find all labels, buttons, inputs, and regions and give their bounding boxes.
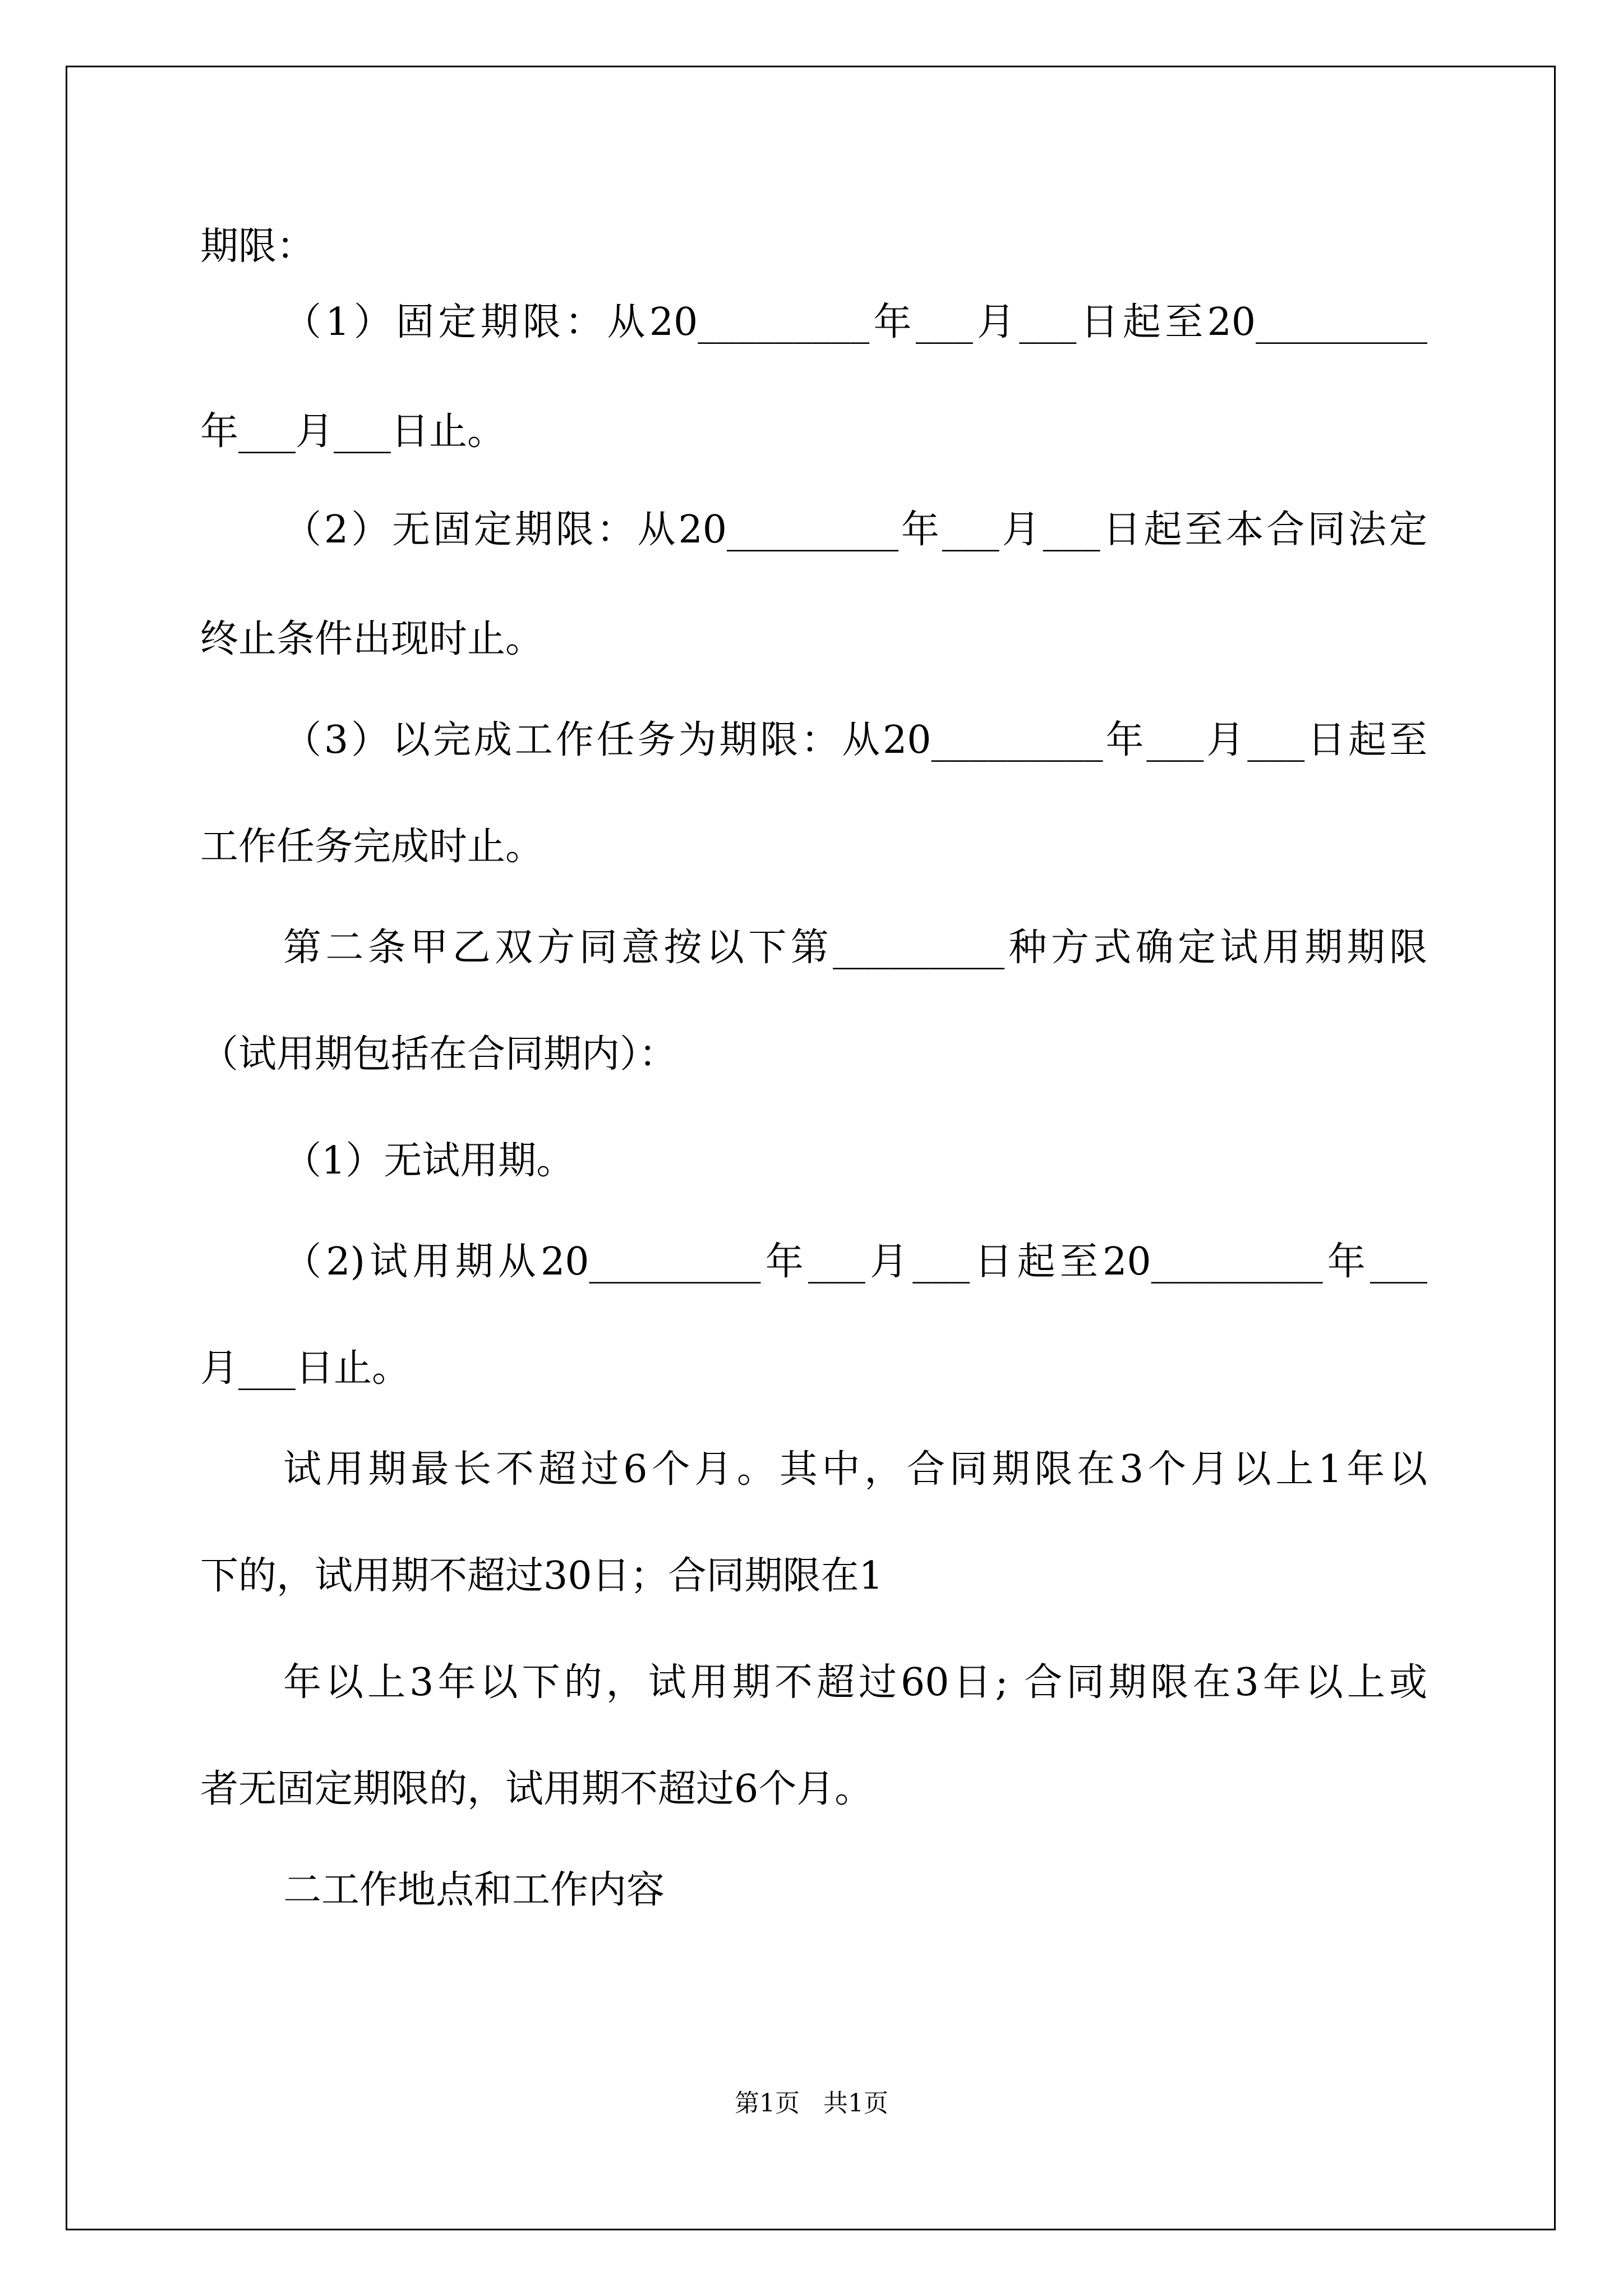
text-line-11: （2)试用期从20_________年___月___日起至20_________年___ [283,1240,1427,1284]
text-line-12: 月___日止。 [200,1346,411,1391]
text-line-2: （1）固定期限：从20_________年___月___日起至20_________ [283,300,1427,344]
text-line-7: 工作任务完成时止。 [200,825,544,869]
text-line-10: （1）无试用期。 [283,1139,575,1183]
text-line-8: 第二条甲乙双方同意按以下第_________种方式确定试用期期限 [283,926,1427,970]
text-line-3: 年___月___日止。 [200,409,506,454]
text-line-1: 期限： [200,224,315,269]
page-footer: 第1页 共1页 [735,2089,888,2118]
text-line-4: （2）无固定期限：从20_________年___月___日起至本合同法定 [283,508,1427,552]
text-line-15: 年以上3年以下的，试用期不超过60日; 合同期限在3年以上或 [283,1660,1427,1705]
text-line-9: （试用期包括在合同期内）： [200,1032,677,1076]
text-line-17: 二工作地点和工作内容 [283,1868,665,1912]
text-line-6: （3）以完成工作任务为期限：从20_________年___月___日起至 [283,718,1427,762]
text-line-14: 下的，试用期不超过30日；合同期限在1 [200,1554,883,1598]
text-line-13: 试用期最长不超过6个月。其中，合同期限在3个月以上1年以 [283,1447,1427,1492]
text-line-5: 终止条件出现时止。 [200,617,544,661]
text-line-16: 者无固定期限的，试用期不超过6个月。 [200,1767,873,1811]
